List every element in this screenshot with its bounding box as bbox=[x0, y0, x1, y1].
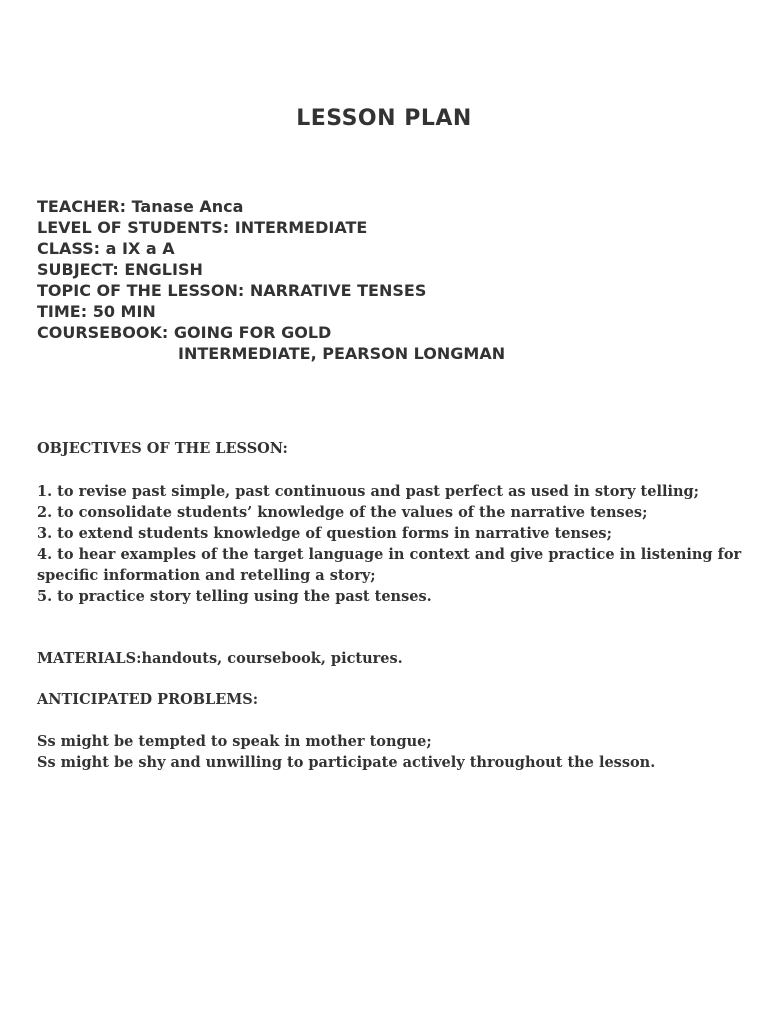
teacher-line: TEACHER: Tanase Anca bbox=[37, 197, 244, 216]
class-line: CLASS: a IX a A bbox=[37, 239, 175, 258]
problem-item: Ss might be shy and unwilling to participate actively throughout the lesson. bbox=[37, 754, 656, 771]
materials-line: MATERIALS:handouts, coursebook, pictures. bbox=[37, 650, 403, 667]
coursebook-line: COURSEBOOK: GOING FOR GOLD bbox=[37, 323, 332, 342]
objectives-list bbox=[37, 481, 742, 607]
lesson-info-block bbox=[37, 196, 505, 364]
problems-list bbox=[37, 731, 737, 773]
objective-item: 2. to consolidate students’ knowledge of the values of the narrative tenses; bbox=[37, 504, 648, 521]
objective-item: 3. to extend students knowledge of question forms in narrative tenses; bbox=[37, 525, 612, 542]
level-line: LEVEL OF STUDENTS: INTERMEDIATE bbox=[37, 218, 368, 237]
anticipated-problems-heading: ANTICIPATED PROBLEMS: bbox=[37, 691, 259, 708]
topic-line: TOPIC OF THE LESSON: NARRATIVE TENSES bbox=[37, 281, 427, 300]
objective-item: 5. to practice story telling using the past tenses. bbox=[37, 588, 432, 605]
problem-item: Ss might be tempted to speak in mother tongue; bbox=[37, 733, 432, 750]
objective-item: 1. to revise past simple, past continuous and past perfect as used in story telling; bbox=[37, 483, 700, 500]
objective-item-continuation: specific information and retelling a story; bbox=[37, 567, 376, 584]
page-title: LESSON PLAN bbox=[296, 106, 472, 131]
subject-line: SUBJECT: ENGLISH bbox=[37, 260, 203, 279]
objective-item: 4. to hear examples of the target language in context and give practice in listening for bbox=[37, 546, 742, 563]
objectives-heading: OBJECTIVES OF THE LESSON: bbox=[37, 440, 288, 457]
time-line: TIME: 50 MIN bbox=[37, 302, 156, 321]
coursebook-continuation-line: INTERMEDIATE, PEARSON LONGMAN bbox=[178, 344, 506, 363]
